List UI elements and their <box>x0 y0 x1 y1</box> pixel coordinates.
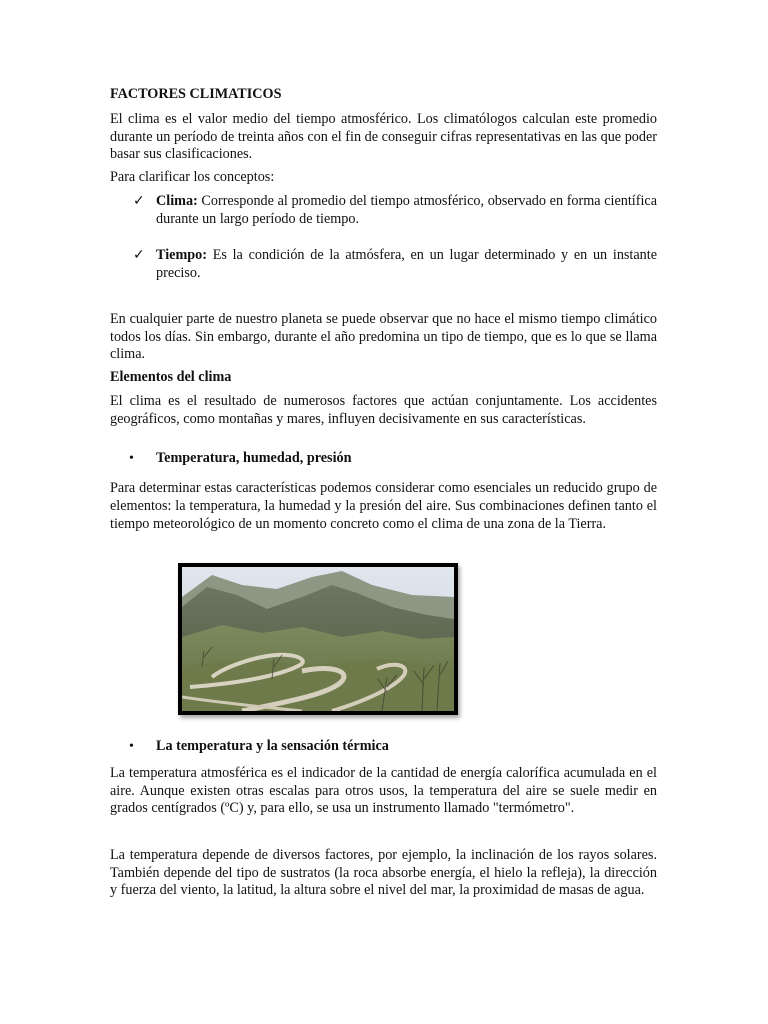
paragraph-temperature-definition: La temperatura atmosférica es el indicador de la cantidad de energía calorífica acumulada en el aire. Aunque existen otras escalas para otros usos, la temperatura del aire se suele medir en grados centígrados (ºC) y, para ello, se usa un instrumento llamado "termómetro". <box>110 765 657 816</box>
document-title: FACTORES CLIMATICOS <box>110 86 282 102</box>
paragraph-temperature-factors: La temperatura depende de diversos factores, por ejemplo, la inclinación de los rayos solares. También depende del tipo de sustratos (la roca absorbe energía, el hielo la refleja), la dirección y fuerza del viento, la latitud, la altura sobre el nivel del mar, la proximidad de masas de agua. <box>110 847 657 898</box>
elements-heading: Elementos del clima <box>110 369 232 385</box>
checkmark-icon: ✓ <box>133 193 145 209</box>
bullet-icon: • <box>129 451 134 466</box>
concept-term: Tiempo: <box>156 247 207 263</box>
elements-paragraph: El clima es el resultado de numerosos factores que actúan conjuntamente. Los accidentes geográficos, como montañas y mares, influyen decisivamente en sus características. <box>110 393 657 427</box>
checkmark-icon: ✓ <box>133 247 145 263</box>
concept-clima <box>156 193 657 228</box>
paragraph-elements: Para determinar estas características podemos considerar como esenciales un reducido grupo de elementos: la temperatura, la humedad y la presión del aire. Sus combinaciones definen tanto el tiempo meteorológico de un momento concreto como el clima de una zona de la Tierra. <box>110 480 657 533</box>
concept-tiempo <box>156 247 657 282</box>
bullet-temperatura-sensacion: La temperatura y la sensación térmica <box>156 738 389 754</box>
paragraph-weather-vs-climate: En cualquier parte de nuestro planeta se puede observar que no hace el mismo tiempo climático todos los días. Sin embargo, durante el año predomina un tipo de tiempo, que es lo que se llama clima. <box>110 311 657 362</box>
clarify-line: Para clarificar los conceptos: <box>110 169 275 185</box>
intro-paragraph: El clima es el valor medio del tiempo atmosférico. Los climatólogos calculan este promedio durante un período de treinta años con el fin de conseguir cifras representativas en las que poder basar sus clasificaciones. <box>110 111 657 162</box>
concept-text: Corresponde al promedio del tiempo atmosférico, observado en forma científica durante un largo período de tiempo. <box>156 193 657 227</box>
bullet-temperatura-humedad-presion: Temperatura, humedad, presión <box>156 450 352 466</box>
mountain-road-image <box>182 567 454 711</box>
landscape-photo <box>178 563 458 715</box>
concept-term: Clima: <box>156 193 198 209</box>
concept-text: Es la condición de la atmósfera, en un lugar determinado y en un instante preciso. <box>156 247 657 281</box>
bullet-icon: • <box>129 739 134 754</box>
